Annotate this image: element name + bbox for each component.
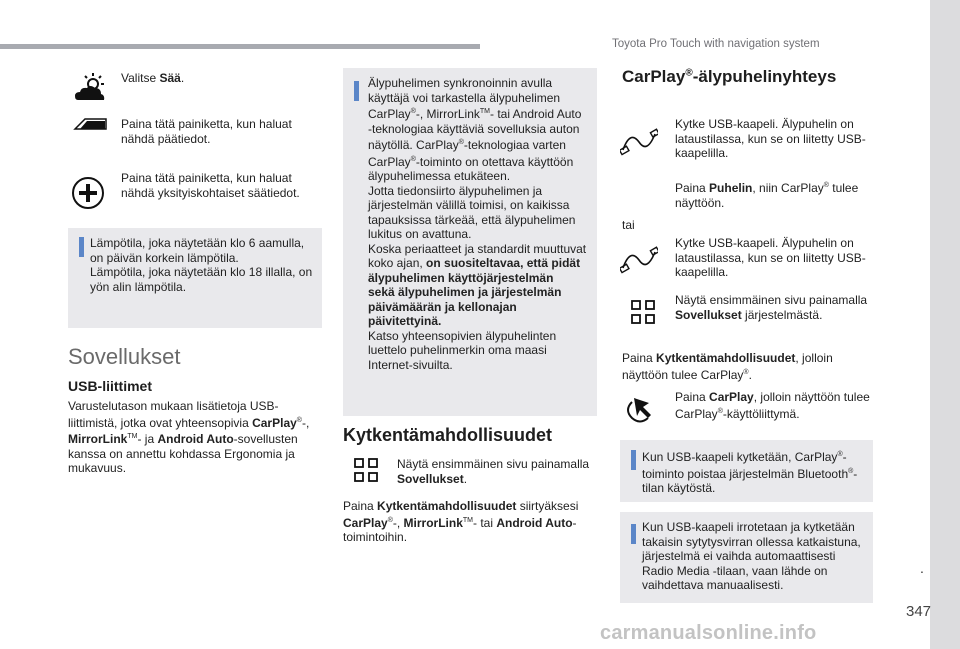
temperature-note-text: Lämpötila, joka näytetään klo 6 aamulla, on päivän korkein lämpötila. Lämpötila, joka näytetään klo 18 illalla, on yön alin lämpötila.	[90, 236, 313, 294]
page-header-title: Toyota Pro Touch with navigation system	[612, 38, 820, 50]
detail-info-instruction: Paina tätä painiketta, kun haluat nähdä yksityiskohtaiset säätiedot.	[121, 171, 300, 200]
usb-cable-icon	[620, 128, 658, 156]
usb-heading: USB-liittimet	[68, 378, 152, 394]
bluetooth-note	[620, 440, 873, 502]
carplay-heading: CarPlay®-älypuhelinyhteys	[622, 67, 837, 86]
apps-grid-icon	[354, 458, 378, 482]
apps-instruction-middle: Näytä ensimmäinen sivu painamalla Sovellukset.	[397, 457, 590, 486]
info-icon	[79, 237, 84, 257]
page-number: 347	[906, 603, 932, 620]
usb-reconnect-note	[620, 512, 873, 603]
section-title-apps: Sovellukset	[68, 344, 181, 369]
bluetooth-note-text: Kun USB-kaapeli kytketään, CarPlay®- toiminto poistaa järjestelmän Bluetooth®- tilan käytöstä.	[642, 450, 858, 495]
side-margin-stripe	[930, 0, 960, 649]
sync-note-text: Älypuhelimen synkronoinnin avulla käyttäjä voi tarkastella älypuhelimen CarPlay®-, MirrorLink™- tai Android Auto -teknologiaa käyttäviä sovelluksia auton näytöllä. CarPlay®-teknologiaa varten CarPlay®-toiminto on otettava käyttöön älypuhelimessa etukäteen. Jotta tiedonsiirto älypuhelimen ja järjestelmän välillä toimisi, on kaikissa tapauksissa tärkeää, että älypuhelimen lukitus on avattuna. Koska periaatteet ja standardit muuttuvat koko ajan, on suositeltavaa, että pidät älypuhelimen käyttöjärjestelmän sekä älypuhelimen ja järjestelmän päivämäärän ja kellonajan päivitettyinä. Katso yhteensopivien älypuhelinten luettelo puhelinmerkin oma maasi Internet-sivuilta.	[368, 76, 587, 372]
header-rule	[0, 44, 480, 49]
summary-key-icon	[72, 117, 108, 131]
watermark: carmanualsonline.info	[600, 622, 817, 644]
info-icon	[631, 524, 636, 544]
usb-cable-icon	[620, 246, 658, 274]
apps-instruction-right: Näytä ensimmäinen sivu painamalla Sovellukset järjestelmästä.	[675, 293, 868, 322]
or-label: tai	[622, 218, 635, 232]
info-icon	[631, 450, 636, 470]
info-icon	[354, 81, 359, 101]
connectivity-instruction: Paina Kytkentämahdollisuudet siirtyäksesi CarPlay®-, MirrorLink™- tai Android Auto- toimintoihin.	[343, 499, 579, 544]
connectivity-carplay-instruction: Paina Kytkentämahdollisuudet, jolloin näyttöön tulee CarPlay®.	[622, 351, 833, 382]
usb-connect-instruction-1: Kytke USB-kaapeli. Älypuhelin on lataustilassa, kun se on liitetty USB- kaapelilla.	[675, 117, 866, 160]
carplay-icon	[622, 392, 656, 426]
temperature-note	[68, 228, 322, 328]
carplay-instruction: Paina CarPlay, jolloin näyttöön tulee CarPlay®-käyttöliittymä.	[675, 390, 870, 421]
usb-body: Varustelutason mukaan lisätietoja USB- liittimistä, jotka ovat yhteensopivia CarPlay®-, MirrorLink™- ja Android Auto-sovellusten kanssa on annettu kohdassa Ergonomia ja mukavuus.	[68, 399, 310, 475]
apps-grid-icon	[631, 300, 655, 324]
phone-instruction: Paina Puhelin, niin CarPlay® tulee näyttöön.	[675, 181, 859, 210]
weather-icon	[72, 70, 108, 106]
weather-instruction: Valitse Sää.	[121, 71, 185, 85]
usb-reconnect-note-text: Kun USB-kaapeli irrotetaan ja kytketään takaisin sytytysvirran ollessa katkaistuna, järjestelmä ei vaihda automaattisesti Radio Media -tilaan, vaan lähde on vaihdettava manuaalisesti.	[642, 520, 861, 592]
sync-note	[343, 68, 597, 416]
usb-connect-instruction-2: Kytke USB-kaapeli. Älypuhelin on lataustilassa, kun se on liitetty USB- kaapelilla.	[675, 236, 866, 279]
continuation-mark: .	[920, 560, 924, 576]
daily-info-instruction: Paina tätä painiketta, kun haluat nähdä päätiedot.	[121, 117, 292, 146]
connectivity-heading: Kytkentämahdollisuudet	[343, 425, 553, 445]
plus-circle-icon	[71, 176, 105, 210]
